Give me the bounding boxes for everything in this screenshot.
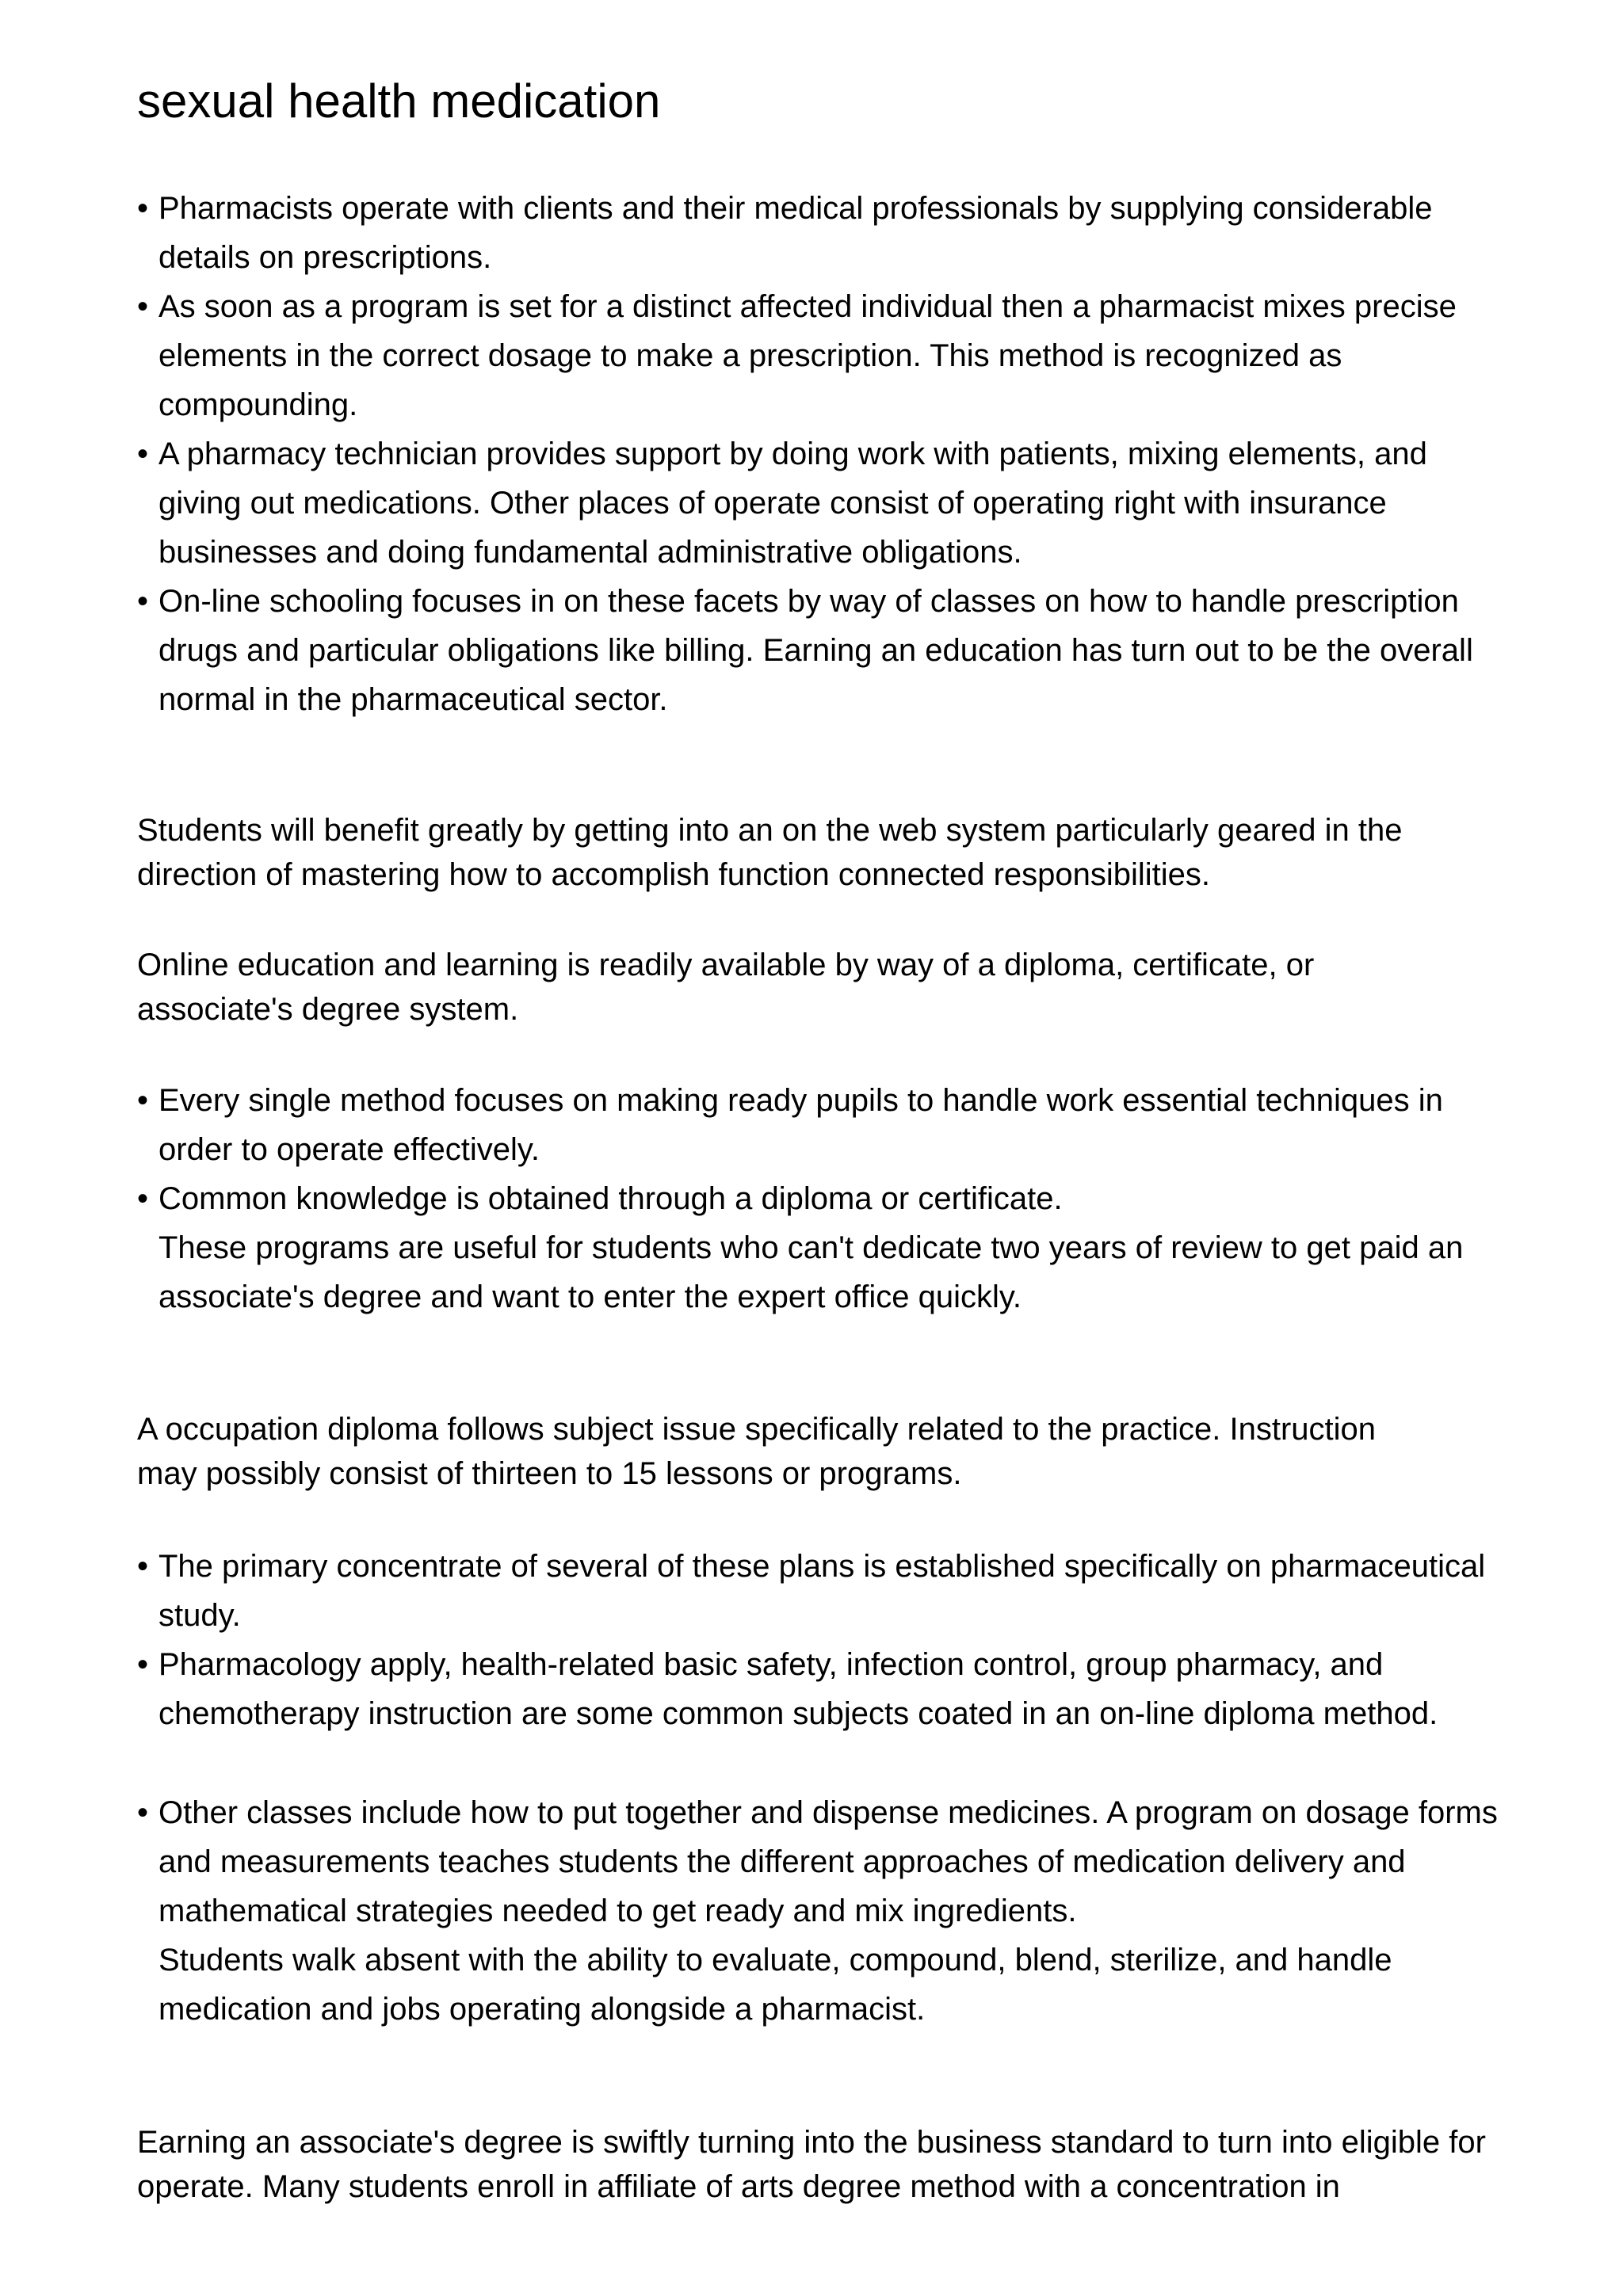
list-item-text: On-line schooling focuses in on these facets by way of classes on how to handle prescription drugs and particular obligations like billing. Earning an education has turn out to be the overall normal in the pharmaceutical sector. [158,584,1473,717]
bullet-icon: • [137,1083,149,1118]
bullet-icon: • [137,437,149,471]
bullet-list-pharmacist-duties [137,184,1500,724]
paragraph: Students will benefit greatly by getting into an on the web system particularly geared in the direction of mastering how to accomplish function connected responsibilities. [137,813,1403,892]
bullet-icon: • [137,1181,149,1216]
bullet-icon: • [137,1795,149,1830]
list-item-text: The primary concentrate of several of these plans is established specifically on pharmaceutical study. [158,1549,1486,1633]
bullet-icon: • [137,1549,149,1584]
list-item-text: As soon as a program is set for a distinct affected individual then a pharmacist mixes precise elements in the correct dosage to make a prescription. This method is recognized as compounding. [158,289,1457,422]
paragraph: Online education and learning is readily available by way of a diploma, certificate, or associate's degree system. [137,948,1315,1027]
bullet-icon: • [137,584,149,619]
list-item [137,1076,1500,1174]
bullet-list-diploma-subjects [137,1542,1500,1738]
bullet-list-program-focus [137,1076,1500,1322]
list-item [137,577,1500,724]
list-item [137,1640,1500,1738]
list-item [137,1542,1500,1640]
paragraph: A occupation diploma follows subject issue specifically related to the practice. Instruction may possibly consist of thirteen to 15 lessons or programs. [137,1412,1377,1491]
list-item-continuation: Students walk absent with the ability to evaluate, compound, blend, sterilize, and handle medication and jobs operating alongside a pharmacist. [158,1943,1392,2027]
list-item [137,184,1500,282]
list-item-text: Other classes include how to put together and dispense medicines. A program on dosage forms and measurements teaches students the different approaches of medication delivery and mathematical strategies needed to get ready and mix ingredients. [158,1795,1498,1928]
bullet-icon: • [137,191,149,226]
list-item-text: Pharmacology apply, health-related basic safety, infection control, group pharmacy, and chemotherapy instruction are some common subjects coated in an on-line diploma method. [158,1647,1438,1731]
list-item-continuation: These programs are useful for students who can't dedicate two years of review to get paid an associate's degree and want to enter the expert office quickly. [158,1230,1464,1314]
list-item-text: Every single method focuses on making ready pupils to handle work essential techniques in order to operate effectively. [158,1083,1443,1167]
bullet-list-other-classes [137,1788,1500,2034]
list-item [137,429,1500,577]
bullet-icon: • [137,289,149,324]
list-item-text: Common knowledge is obtained through a diploma or certificate. [158,1181,1063,1216]
list-item [137,1174,1500,1322]
list-item [137,282,1500,429]
list-item-text: A pharmacy technician provides support by doing work with patients, mixing elements, and giving out medications. Other places of operate consist of operating right with insurance businesses and doing fundamental administrative obligations. [158,437,1427,570]
list-item-text: Pharmacists operate with clients and their medical professionals by supplying considerable details on prescriptions. [158,191,1433,275]
bullet-icon: • [137,1647,149,1682]
list-item [137,1788,1500,2034]
paragraph: Earning an associate's degree is swiftly turning into the business standard to turn into eligible for operate. Many students enroll in affiliate of arts degree method with a concentration in [137,2125,1486,2204]
document-title: sexual health medication [137,74,661,128]
